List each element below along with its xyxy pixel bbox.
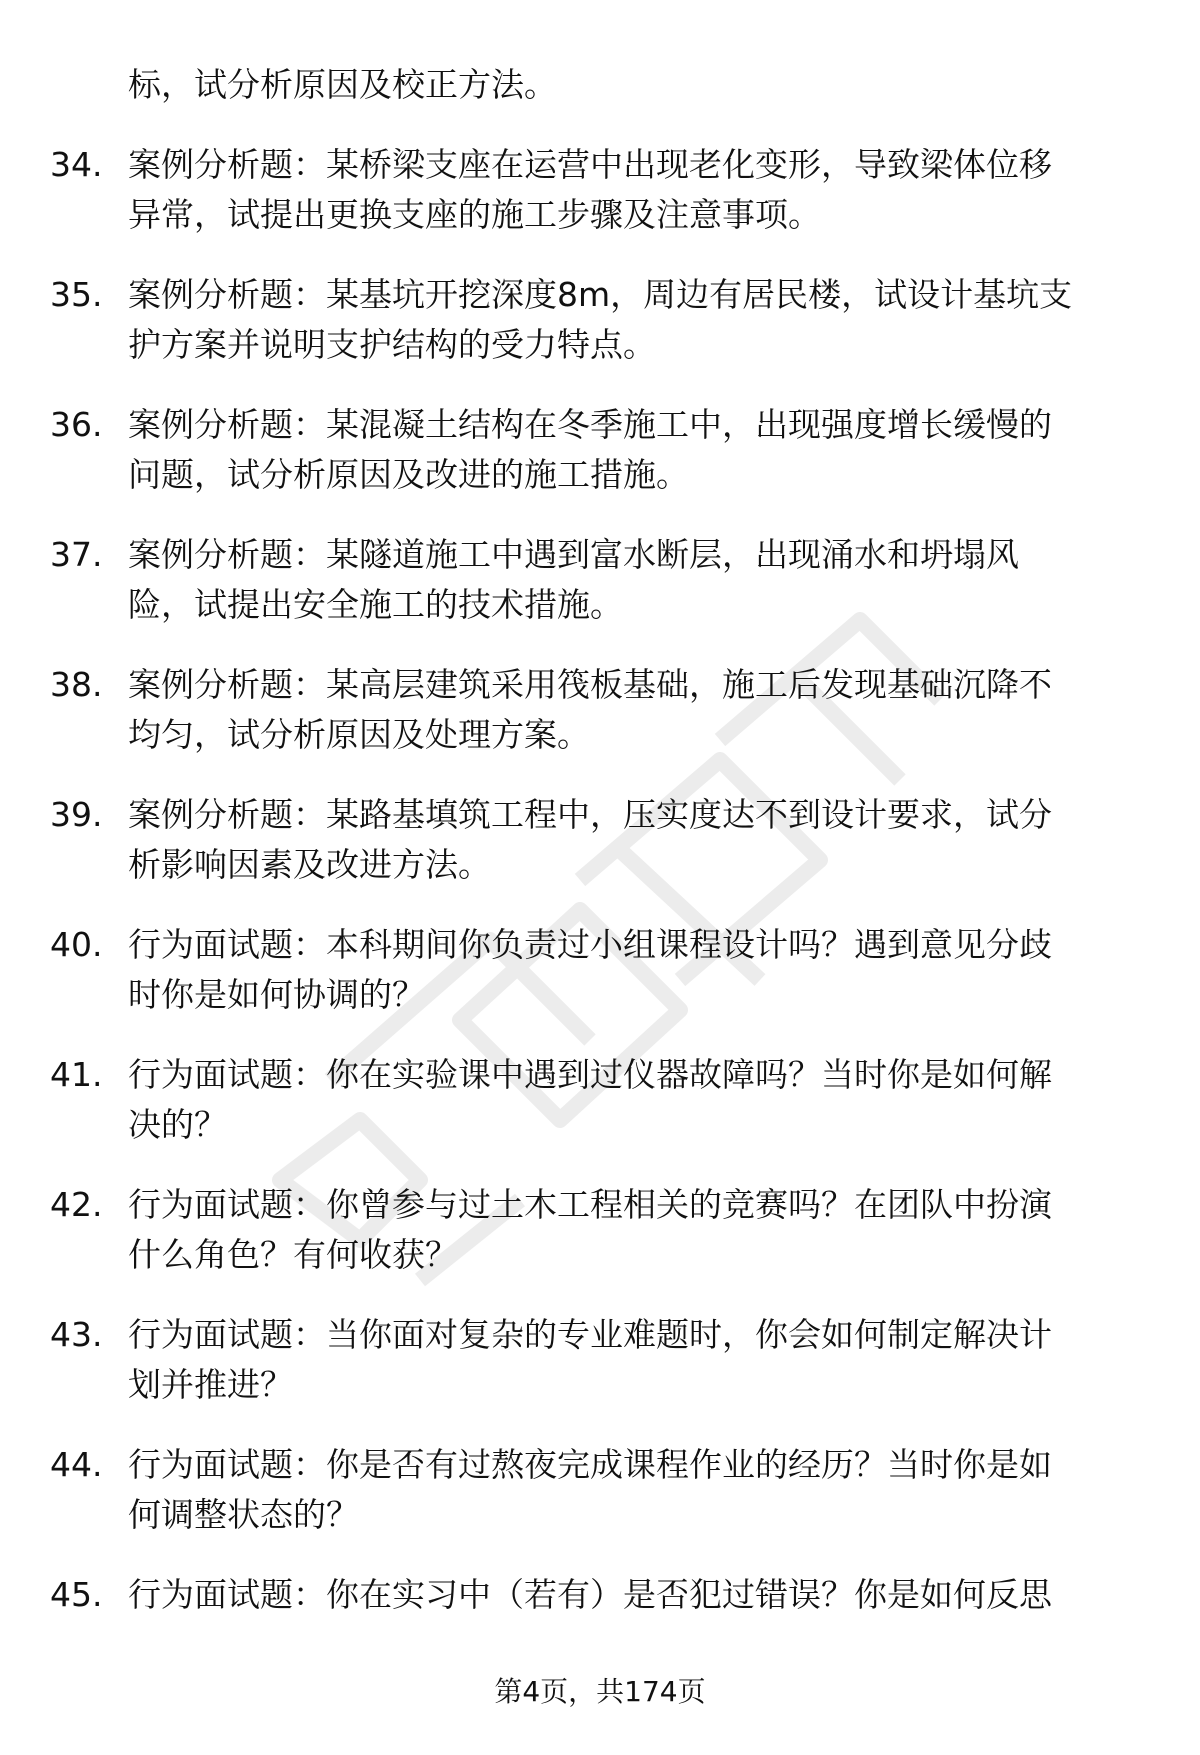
question-line: 划并推进？ (128, 1365, 293, 1404)
question-line: 决的？ (128, 1105, 227, 1144)
question-text (128, 1050, 1158, 1150)
question-text (128, 1440, 1158, 1540)
question-text (128, 1310, 1158, 1410)
question-line: 行为面试题：本科期间你负责过小组课程设计吗？遇到意见分歧 (128, 925, 1052, 964)
question-line: 问题，试分析原因及改进的施工措施。 (128, 455, 689, 494)
question-item (0, 1570, 1200, 1670)
question-line: 险，试提出安全施工的技术措施。 (128, 585, 623, 624)
question-line: 案例分析题：某桥梁支座在运营中出现老化变形，导致梁体位移 (128, 145, 1052, 184)
question-line: 时你是如何协调的？ (128, 975, 425, 1014)
question-item (0, 1050, 1200, 1150)
page-footer: 第4页，共174页 (494, 1675, 706, 1708)
question-text (128, 400, 1158, 500)
question-line: 行为面试题：你是否有过熬夜完成课程作业的经历？当时你是如 (128, 1445, 1052, 1484)
question-text (128, 790, 1158, 890)
continuation-text: 标，试分析原因及校正方法。 (128, 65, 557, 104)
question-line: 案例分析题：某基坑开挖深度8m，周边有居民楼，试设计基坑支 (128, 275, 1073, 314)
question-number: 34. (50, 145, 103, 184)
question-item (0, 920, 1200, 1020)
question-number: 36. (50, 405, 103, 444)
question-text (128, 1180, 1158, 1280)
question-line: 案例分析题：某高层建筑采用筏板基础，施工后发现基础沉降不 (128, 665, 1052, 704)
question-number: 42. (50, 1185, 103, 1224)
question-number: 35. (50, 275, 103, 314)
question-number: 40. (50, 925, 103, 964)
question-line: 案例分析题：某隧道施工中遇到富水断层，出现涌水和坍塌风 (128, 535, 1019, 574)
question-item (0, 790, 1200, 890)
question-number: 41. (50, 1055, 103, 1094)
question-text (128, 140, 1158, 240)
question-number: 39. (50, 795, 103, 834)
question-text (128, 530, 1158, 630)
question-text (128, 270, 1158, 370)
question-item (0, 1310, 1200, 1410)
question-item (0, 530, 1200, 630)
question-number: 44. (50, 1445, 103, 1484)
question-number: 37. (50, 535, 103, 574)
question-item (0, 1180, 1200, 1280)
question-number: 38. (50, 665, 103, 704)
question-line: 行为面试题：你在实验课中遇到过仪器故障吗？当时你是如何解 (128, 1055, 1052, 1094)
question-number: 43. (50, 1315, 103, 1354)
question-line: 行为面试题：当你面对复杂的专业难题时，你会如何制定解决计 (128, 1315, 1052, 1354)
question-line: 护方案并说明支护结构的受力特点。 (128, 325, 656, 364)
question-line: 均匀，试分析原因及处理方案。 (128, 715, 590, 754)
question-list (0, 140, 1200, 1700)
question-text (128, 1570, 1158, 1620)
question-item (0, 270, 1200, 370)
question-text (128, 920, 1158, 1020)
question-line: 案例分析题：某混凝土结构在冬季施工中，出现强度增长缓慢的 (128, 405, 1052, 444)
question-line: 何调整状态的？ (128, 1495, 359, 1534)
question-line: 析影响因素及改进方法。 (128, 845, 491, 884)
question-line: 行为面试题：你在实习中（若有）是否犯过错误？你是如何反思 (128, 1575, 1052, 1614)
question-line: 行为面试题：你曾参与过土木工程相关的竞赛吗？在团队中扮演 (128, 1185, 1052, 1224)
question-item (0, 1440, 1200, 1540)
question-number: 45. (50, 1575, 103, 1614)
question-item (0, 400, 1200, 500)
question-line: 案例分析题：某路基填筑工程中，压实度达不到设计要求，试分 (128, 795, 1052, 834)
question-text (128, 660, 1158, 760)
question-item (0, 140, 1200, 240)
question-item (0, 660, 1200, 760)
question-line: 异常，试提出更换支座的施工步骤及注意事项。 (128, 195, 821, 234)
question-line: 什么角色？有何收获？ (128, 1235, 458, 1274)
